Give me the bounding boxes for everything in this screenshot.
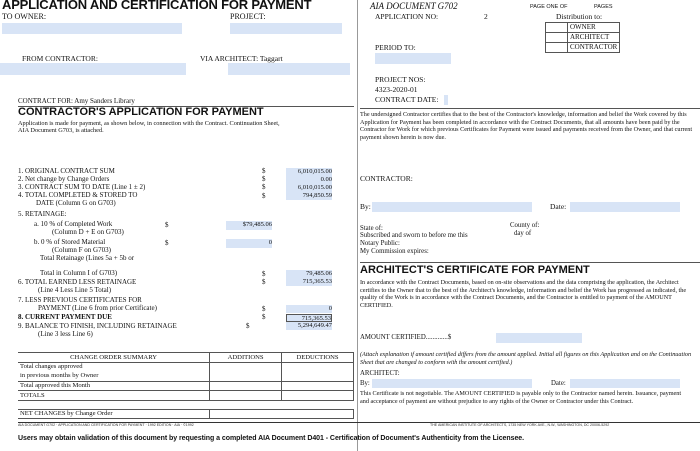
original-contract-sum-field[interactable]: 6,010,015.00 (286, 168, 332, 176)
change-order-summary (18, 352, 354, 419)
retainage-completed-field[interactable]: $79,485.06 (226, 221, 272, 230)
table-row: Total changes approved (18, 362, 210, 372)
deductions-cell[interactable] (282, 391, 354, 401)
architect-by-label: By: (360, 380, 370, 387)
architect-date-label: Date: (551, 380, 566, 387)
state-of-label: State of: (360, 225, 383, 232)
contract-sum-to-date-field[interactable]: 6,010,015.00 (286, 184, 332, 192)
notary-label: Notary Public: (360, 240, 400, 247)
line-5b-sub: (Column F on G703) (52, 246, 111, 254)
footer-document-info: AIA DOCUMENT G702 · APPLICATION AND CERTIFICATION FOR PAYMENT · 1992 EDITION · AIA · ©1992 (18, 423, 194, 427)
via-architect-label: VIA ARCHITECT: Taggart (200, 54, 283, 63)
via-architect-field[interactable] (228, 63, 350, 75)
currency-sign: $ (262, 175, 266, 183)
line-4b-label: DATE (Column G on G703) (36, 199, 116, 207)
additions-header: ADDITIONS (210, 353, 282, 363)
current-payment-field[interactable]: 715,365.53 (286, 314, 332, 322)
to-owner-label: TO OWNER: (2, 12, 47, 21)
currency-sign: $ (262, 313, 266, 321)
net-changes-cell[interactable] (210, 409, 354, 419)
architect-certificate-text: In accordance with the Contract Documents, based on on-site observations and the data comprising the application, the Architect certifies to the Owner that to the best of the Architect's knowledge, information and belief the Work has progressed as indicated, the quality of the Work is in accordance with the Contract Documents, and the Contractor is entitled to payment of the AMOUNT CERTIFIED. (360, 279, 687, 309)
distribution-architect: ARCHITECT (568, 33, 620, 43)
line-6-label: 6. TOTAL EARNED LESS RETAINAGE (18, 278, 137, 286)
net-change-field[interactable]: 0.00 (286, 176, 332, 184)
currency-sign: $ (262, 305, 266, 313)
period-to-label: PERIOD TO: (375, 43, 416, 52)
line-5c-sub: Total in Column I of G703) (40, 269, 118, 277)
contractor-date-field[interactable] (570, 202, 680, 212)
line-2-label: 2. Net change by Change Orders (18, 175, 110, 183)
retainage-stored-field[interactable]: 0 (226, 239, 272, 248)
contractor-certification-text: The undersigned Contractor certifies that to the best of the Contractor's knowledge, information and belief the Work covered by this Application for Payment has been completed in accordance with the Contract Documents, that all amounts have been paid by the Contractor for Work for which previous Certificates for Payment were issued and payments received from the Owner, and that current payment shown herein is now due. (360, 111, 693, 141)
deductions-cell[interactable] (282, 362, 354, 381)
amount-certified-field[interactable] (496, 333, 582, 343)
certificate-fine-print: This Certificate is not negotiable. The AMOUNT CERTIFIED is payable only to the Contractor named herein. Issuance, payment and acceptance of payment are without prejudice to any rights of the Owner or Contractor under this Contract. (360, 390, 682, 406)
currency-sign: $ (165, 239, 169, 247)
project-field[interactable] (230, 23, 342, 34)
application-no: 2 (484, 12, 488, 21)
line-9-label: 9. BALANCE TO FINISH, INCLUDING RETAINAGE (18, 322, 177, 330)
page-one-of: PAGE ONE OF (530, 4, 568, 10)
table-row: Total approved this Month (18, 381, 210, 391)
currency-sign: $ (262, 183, 266, 191)
currency-sign: $ (262, 192, 266, 200)
line-5c-label: Total Retainage (Lines 5a + 5b or (40, 254, 135, 262)
page-title: APPLICATION AND CERTIFICATION FOR PAYMENT (2, 0, 312, 12)
subscribed-label: Subscribed and sworn to before me this (360, 232, 468, 239)
line-5-label: 5. RETAINAGE: (18, 210, 67, 218)
application-intro: Application is made for payment, as shown below, in connection with the Contract. Continuation Sheet, AIA Document G703, is attached. (18, 120, 280, 134)
from-contractor-label: FROM CONTRACTOR: (22, 54, 98, 63)
line-5a-label: a. 10 % of Completed Work (34, 220, 113, 228)
contract-date-field[interactable] (444, 95, 448, 105)
total-earned-field[interactable]: 715,365.53 (286, 278, 332, 286)
currency-sign: $ (262, 270, 266, 278)
contractor-by-label: By: (360, 202, 371, 211)
line-1-label: 1. ORIGINAL CONTRACT SUM (18, 167, 115, 175)
architect-certificate-heading: ARCHITECT'S CERTIFICATE FOR PAYMENT (360, 264, 590, 276)
balance-to-finish-field[interactable]: 5,294,649.47 (286, 322, 332, 330)
from-contractor-field[interactable] (0, 63, 186, 75)
distribution-label: Distribution to: (556, 12, 603, 21)
project-label: PROJECT: (230, 12, 266, 21)
deductions-header: DEDUCTIONS (282, 353, 354, 363)
distribution-list (545, 22, 620, 53)
table-row: TOTALS (18, 391, 210, 401)
day-of-label: day of (514, 230, 532, 237)
attach-explanation-note: (Attach explanation if amount certified differs from the amount applied. Initial all figures on this Application and on the Continuation Sheet that are changed to conform with the amount certified.) (360, 351, 692, 366)
table-row: in previous months by Owner (18, 372, 210, 382)
contractor-application-heading: CONTRACTOR'S APPLICATION FOR PAYMENT (18, 106, 264, 118)
additions-cell[interactable] (210, 391, 282, 401)
additions-cell[interactable] (210, 381, 282, 391)
contractor-date-label: Date: (550, 202, 567, 211)
change-order-header: CHANGE ORDER SUMMARY (18, 353, 210, 363)
distribution-contractor: CONTRACTOR (568, 43, 620, 53)
line-7-sub: PAYMENT (Line 6 from prior Certificate) (38, 304, 157, 312)
validation-notice: Users may obtain validation of this document by requesting a completed AIA Document D401 - Certification of Document's Authenticity from the Licensee. (18, 435, 525, 442)
line-7-label: 7. LESS PREVIOUS CERTIFICATES FOR (18, 296, 142, 304)
line-8-label: 8. CURRENT PAYMENT DUE (18, 313, 112, 321)
footer-publisher-info: THE AMERICAN INSTITUTE OF ARCHITECTS, 1735 NEW YORK AVE., N.W., WASHINGTON, DC 20006-5292 (430, 423, 610, 427)
project-nos: 4323-2020-01 (375, 85, 418, 94)
line-6-sub: (Line 4 Less Line 5 Total) (38, 286, 112, 294)
pages-label: PAGES (594, 4, 613, 10)
county-of-label: County of: (510, 222, 540, 229)
amount-certified-label: AMOUNT CERTIFIED.............$ (360, 334, 452, 341)
to-owner-field[interactable] (2, 23, 182, 34)
currency-sign: $ (262, 167, 266, 175)
architect-by-field[interactable] (372, 379, 532, 388)
deductions-cell[interactable] (282, 381, 354, 391)
application-no-label: APPLICATION NO: (375, 12, 439, 21)
contract-date-label: CONTRACT DATE: (375, 95, 439, 104)
line-4a-label: 4. TOTAL COMPLETED & STORED TO (18, 191, 138, 199)
line-9-sub: (Line 3 less Line 6) (38, 330, 93, 338)
net-changes-row: NET CHANGES by Change Order (18, 409, 210, 419)
contract-for: CONTRACT FOR: Amy Sanders Library (18, 97, 135, 105)
previous-certificates-field[interactable]: 0 (286, 305, 332, 313)
currency-sign: $ (246, 322, 250, 330)
line-5b-label: b. 0 % of Stored Material (34, 238, 106, 246)
owner-checkbox[interactable] (546, 23, 568, 33)
line-5a-sub: (Column D + E on G703) (52, 228, 124, 236)
document-name: AIA DOCUMENT G702 (370, 1, 458, 11)
currency-sign: $ (165, 221, 169, 229)
contractor-signature-label: CONTRACTOR: (360, 174, 413, 183)
commission-label: My Commission expires: (360, 248, 429, 255)
distribution-owner: OWNER (568, 23, 620, 33)
line-3-label: 3. CONTRACT SUM TO DATE (Line 1 ± 2) (18, 183, 146, 191)
additions-cell[interactable] (210, 362, 282, 381)
total-retainage-field[interactable]: 79,485.06 (286, 270, 332, 278)
contractor-by-field[interactable] (372, 202, 532, 212)
total-completed-field[interactable]: 794,850.59 (286, 192, 332, 200)
architect-label: ARCHITECT: (360, 370, 400, 377)
architect-checkbox[interactable] (546, 33, 568, 43)
currency-sign: $ (262, 278, 266, 286)
project-nos-label: PROJECT NOS: (375, 75, 426, 84)
contractor-checkbox[interactable] (546, 43, 568, 53)
architect-date-field[interactable] (570, 379, 680, 388)
period-to-field[interactable] (375, 53, 451, 64)
